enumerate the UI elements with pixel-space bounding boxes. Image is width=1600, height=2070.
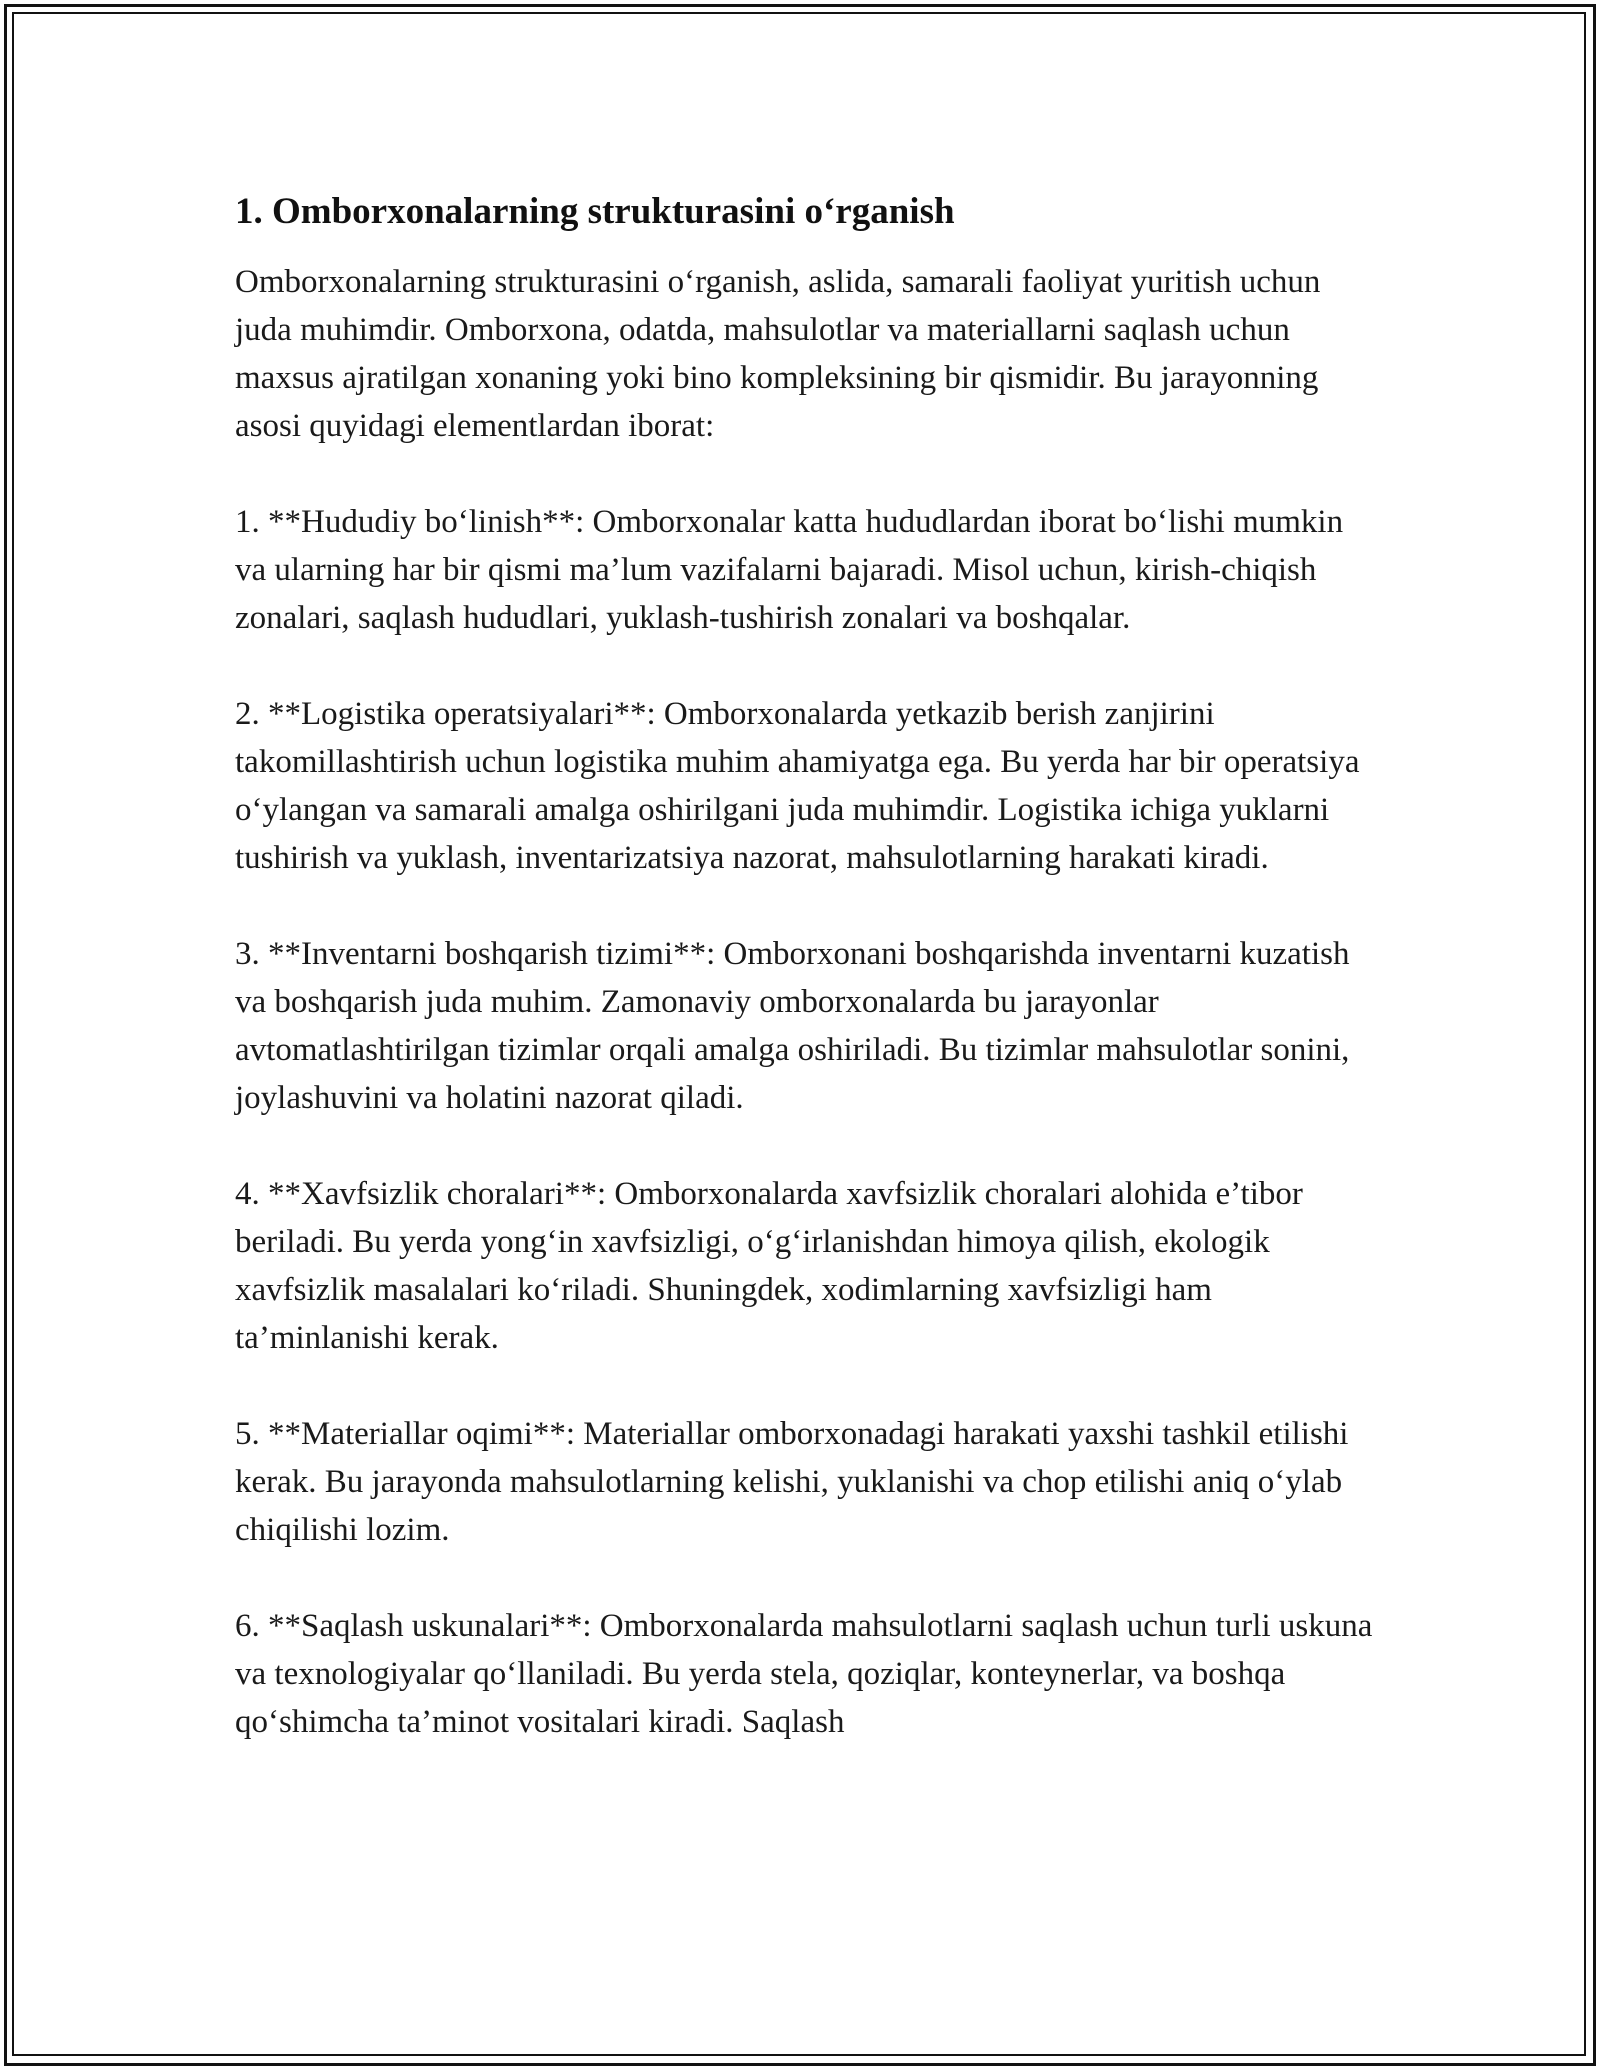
list-item-inventory-management: 3. **Inventarni boshqarish tizimi**: Omborxonani boshqarishda inventarni kuzatish va boshqarish juda muhim. Zamonaviy omborxonalarda bu jarayonlar avtomatlashtirilgan tizimlar orqali amalga oshiriladi. Bu tizimlar mahsulotlar sonini, joylashuvini va holatini nazorat qiladi. <box>235 936 1350 1116</box>
section-heading: 1. Omborxonalarning strukturasini o‘rganish <box>235 191 955 232</box>
document-body <box>235 186 1375 1746</box>
list-item-safety-measures: 4. **Xavfsizlik choralari**: Omborxonalarda xavfsizlik choralari alohida e’tibor beriladi. Bu yerda yong‘in xavfsizligi, o‘g‘irlanishdan himoya qilish, ekologik xavfsizlik masalalari ko‘riladi. Shuningdek, xodimlarning xavfsizligi ham ta’minlanishi kerak. <box>235 1176 1303 1356</box>
list-item-territorial-division: 1. **Hududiy bo‘linish**: Omborxonalar katta hududlardan iborat bo‘lishi mumkin va ularning har bir qismi ma’lum vazifalarni bajaradi. Misol uchun, kirish-chiqish zonalari, saqlash hududlari, yuklash-tushirish zonalari va boshqalar. <box>235 504 1344 636</box>
list-item-storage-equipment: 6. **Saqlash uskunalari**: Omborxonalarda mahsulotlarni saqlash uchun turli uskuna va texnologiyalar qo‘llaniladi. Bu yerda stela, qoziqlar, konteynerlar, va boshqa qo‘shimcha ta’minot vositalari kiradi. Saqlash <box>235 1608 1373 1740</box>
list-item-logistics-operations: 2. **Logistika operatsiyalari**: Omborxonalarda yetkazib berish zanjirini takomillashtirish uchun logistika muhim ahamiyatga ega. Bu yerda har bir operatsiya o‘ylangan va samarali amalga oshirilgani juda muhimdir. Logistika ichiga yuklarni tushirish va yuklash, inventarizatsiya nazorat, mahsulotlarning harakati kiradi. <box>235 696 1360 876</box>
intro-paragraph: Omborxonalarning strukturasini o‘rganish, aslida, samarali faoliyat yuritish uchun juda muhimdir. Omborxona, odatda, mahsulotlar va materiallarni saqlash uchun maxsus ajratilgan xonaning yoki bino kompleksining bir qismidir. Bu jarayonning asosi quyidagi elementlardan iborat: <box>235 264 1321 444</box>
list-item-material-flow: 5. **Materiallar oqimi**: Materiallar omborxonadagi harakati yaxshi tashkil etilishi kerak. Bu jarayonda mahsulotlarning kelishi, yuklanishi va chop etilishi aniq o‘ylab chiqilishi lozim. <box>235 1416 1349 1548</box>
